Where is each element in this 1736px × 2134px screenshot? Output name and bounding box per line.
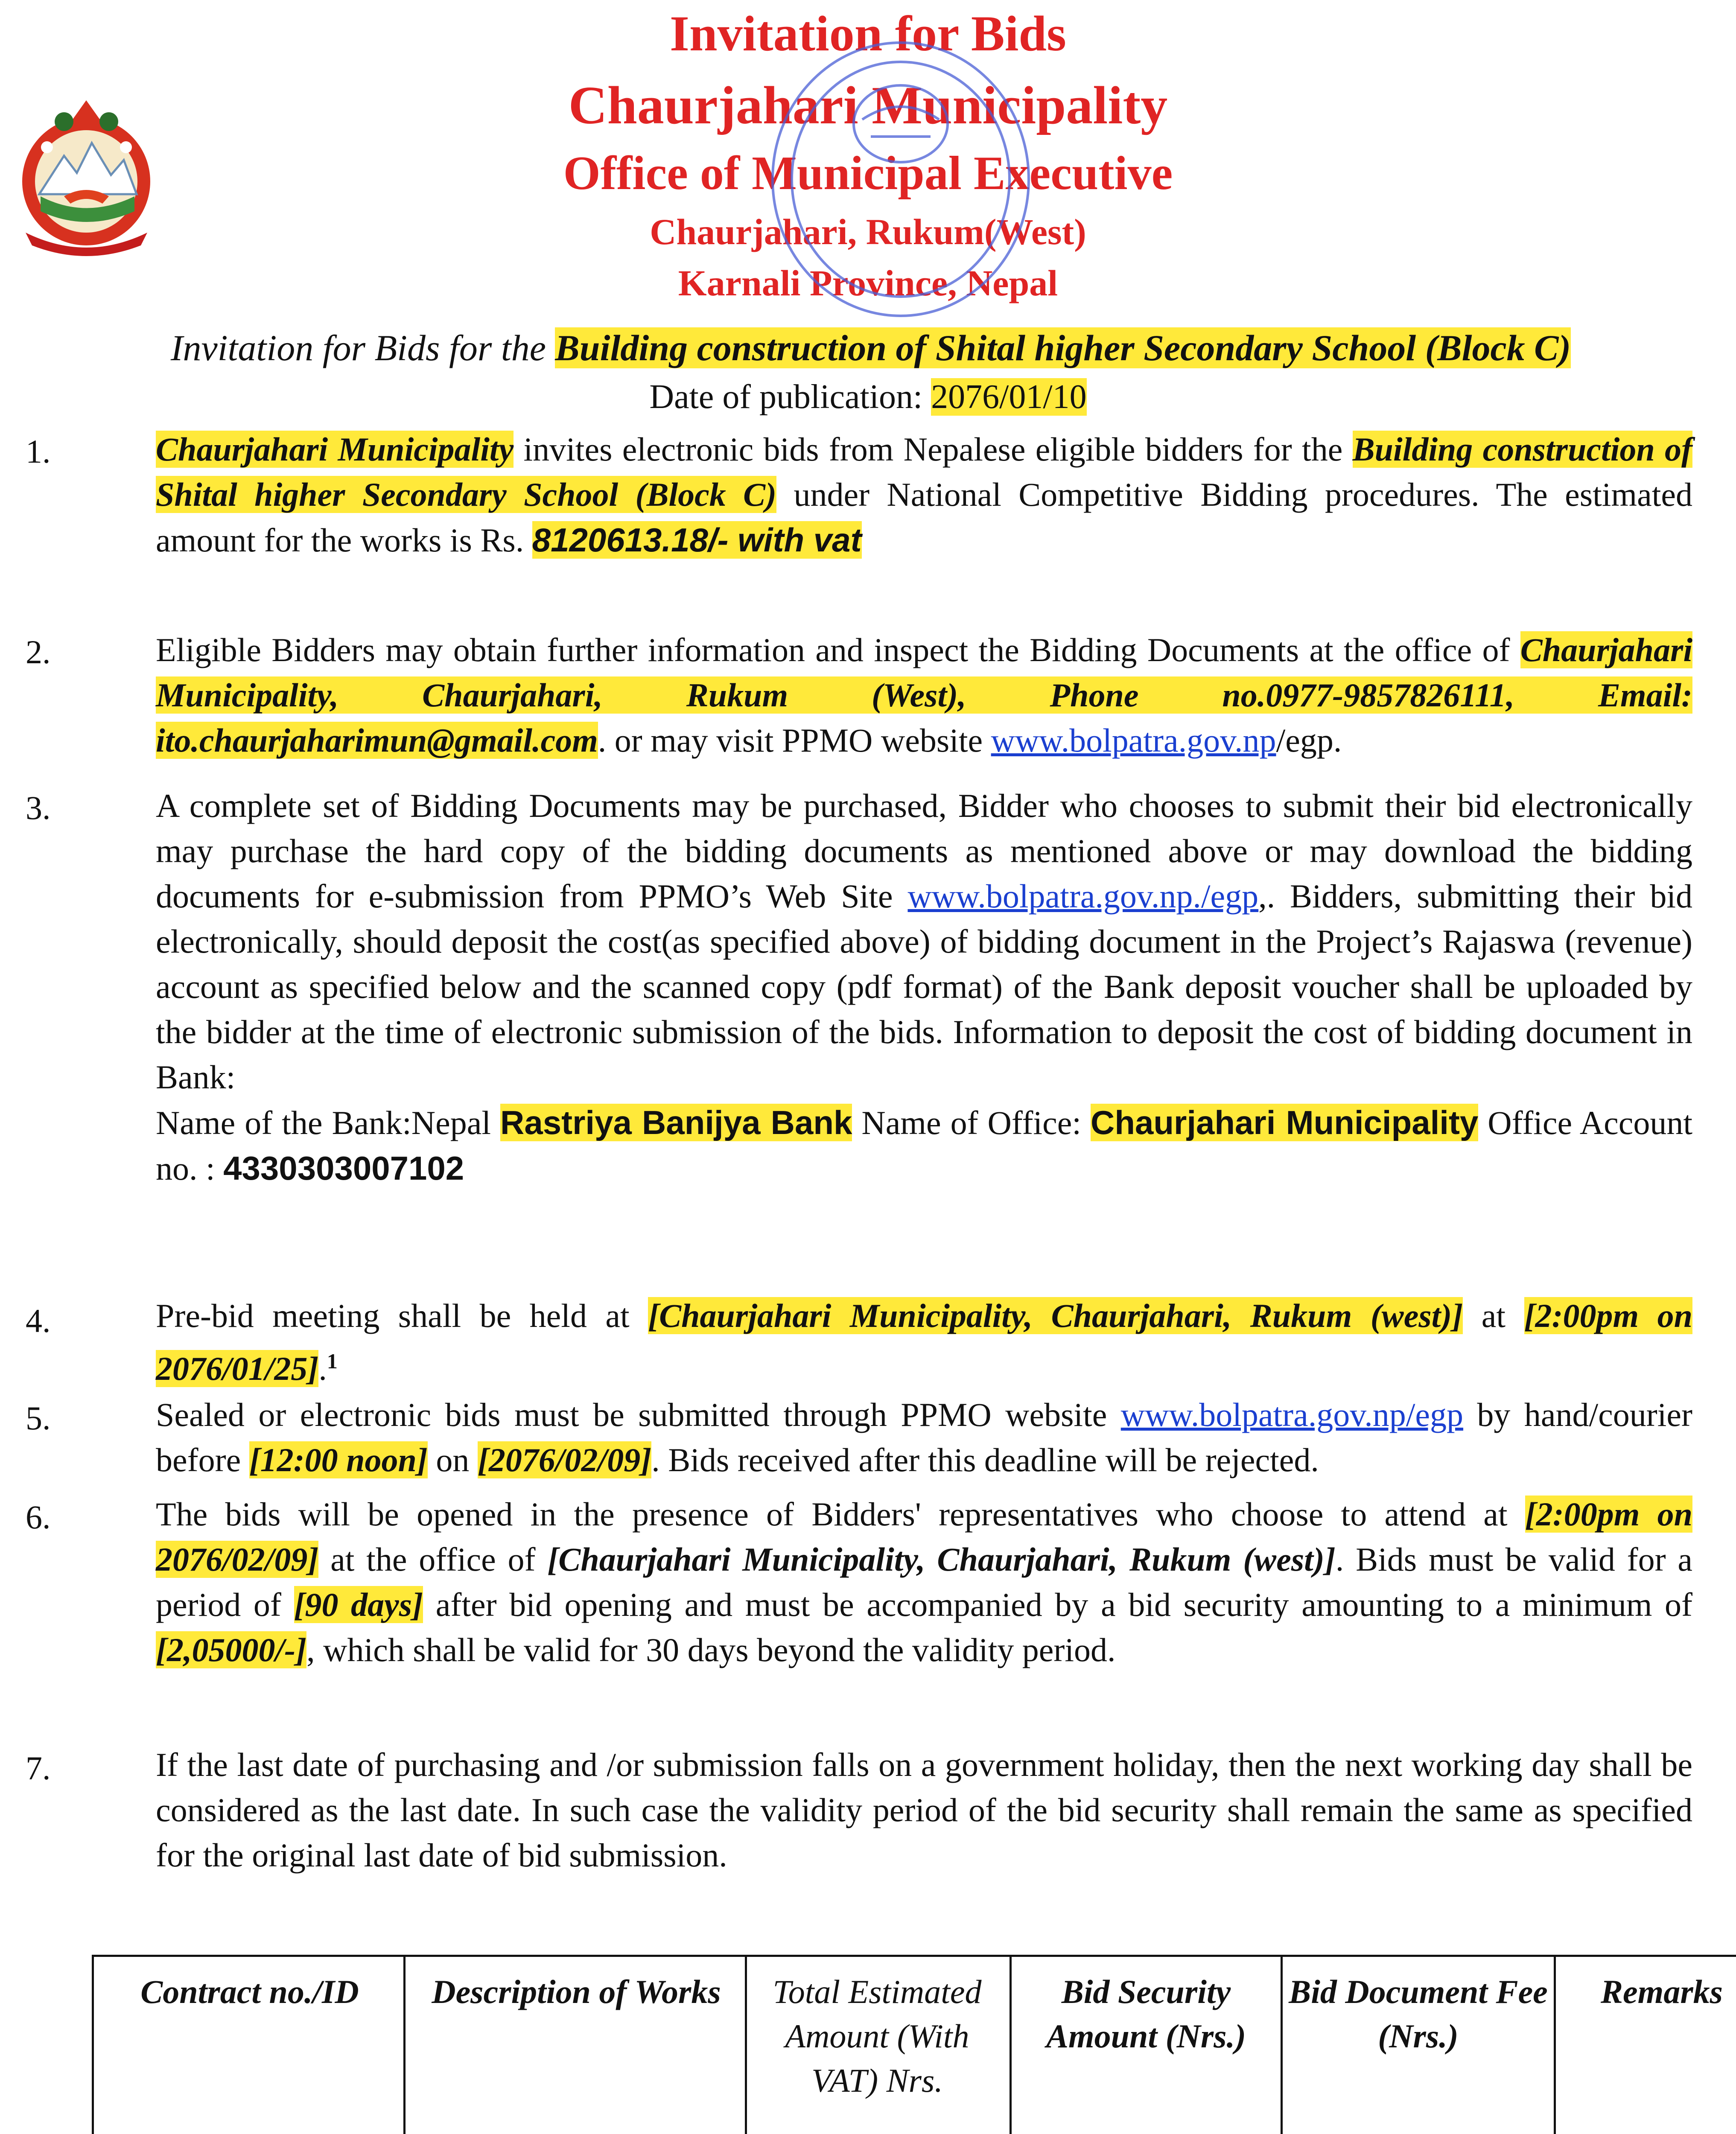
p1-text: invites electronic bids from Nepalese eligible bidders for the [514, 431, 1353, 468]
item-number-6: 6. [26, 1498, 51, 1536]
header-total-amount: Total Estimated Amount (With VAT) Nrs. [773, 1973, 982, 2099]
nepal-emblem-icon [13, 92, 160, 262]
p1-municipality: Chaurjahari Municipality [156, 431, 514, 468]
bid-subject [102, 324, 1639, 371]
p3-text: A complete set of Bidding Documents may be purchased, Bidder who chooses to submit their bid electronically may purchase the hard copy of the bidding documents as mentioned above or may download the bidding documents for e-submission from PPMO’s Web Site [156, 787, 1692, 915]
p5-text: Sealed or electronic bids must be submitted through PPMO website [156, 1396, 1121, 1433]
ppmo-egp-link[interactable]: www.bolpatra.gov.np./egp [907, 878, 1259, 915]
ppmo-website-link[interactable]: www.bolpatra.gov.np [991, 722, 1276, 759]
p2-text: Eligible Bidders may obtain further information and inspect the Bidding Documents at the office of [156, 631, 1520, 668]
office-address: Chaurjahari, Rukum(West) [650, 211, 1086, 252]
publication-date-line [0, 376, 1736, 418]
notice-title: Invitation for Bids [670, 6, 1066, 61]
office-name: Office of Municipal Executive [563, 147, 1173, 200]
item-number-5: 5. [26, 1399, 51, 1437]
paragraph-6 [156, 1492, 1692, 1673]
item-number-1: 1. [26, 433, 51, 470]
office-name-value: Chaurjahari Municipality [1090, 1104, 1479, 1141]
p6-text-3: . Bids must be valid for a period of [156, 1541, 1692, 1623]
bid-details-table [92, 1955, 1736, 2134]
office-label: Name of Office: [852, 1104, 1091, 1141]
publication-date: 2076/01/10 [931, 378, 1087, 416]
paragraph-4 [156, 1293, 1692, 1391]
paragraph-5 [156, 1392, 1692, 1483]
p5-text-3: on [427, 1441, 478, 1478]
item-number-3: 3. [26, 789, 51, 826]
bank-name: Rastriya Banijya Bank [500, 1104, 852, 1141]
municipality-name: Chaurjahari Municipality [568, 76, 1168, 135]
header-contract: Contract no./ID [140, 1973, 359, 2010]
p3-text-2: ,. Bidders, submitting their bid electronically, should deposit the cost(as specified above) of bidding document in the Project’s Rajaswa (revenue) account as specified below and the scanned copy (pdf format) of the Bank deposit voucher shall be uploaded by the bidder at the time of electronic submission of the bids. Information to deposit the cost of bidding document in Bank: [156, 878, 1692, 1096]
estimated-amount: 8120613.18/- with vat [532, 521, 862, 559]
p4-text-2: at [1463, 1297, 1524, 1334]
publication-label: Date of publication: [649, 378, 923, 416]
account-number: 4330303007102 [223, 1149, 464, 1187]
ppmo-egp-link-2[interactable]: www.bolpatra.gov.np/egp [1120, 1396, 1464, 1433]
subject-prefix: Invitation for Bids for the [170, 327, 546, 368]
paragraph-7: If the last date of purchasing and /or submission falls on a government holiday, then the next working day shall be considered as the last date. In such case the validity period of the bid security shall remain the same as specified for the original last date of bid submission. [156, 1746, 1692, 1874]
header-remarks: Remarks [1601, 1973, 1723, 2010]
item-number-2: 2. [26, 633, 51, 671]
p6-text-5: , which shall be valid for 30 days beyond the validity period. [306, 1631, 1116, 1668]
validity-period: [90 days] [294, 1586, 423, 1623]
p2-text-3: /egp. [1276, 722, 1342, 759]
contact-details: Chaurjahari Municipality, Chaurjahari, Rukum (West), Phone no.0977-9857826111, Email: ito.chaurjaharimun@gmail.com [156, 631, 1692, 759]
paragraph-1 [156, 427, 1692, 563]
p6-text-2: at the office of [318, 1541, 548, 1578]
p6-text: The bids will be opened in the presence of Bidders' representatives who choose to attend at [156, 1496, 1525, 1533]
deadline-date: [2076/02/09] [477, 1441, 652, 1478]
p1-project: Building construction of Shital higher Secondary School (Block C) [156, 431, 1692, 513]
province-name: Karnali Province, Nepal [678, 262, 1058, 303]
item-number-7: 7. [26, 1749, 51, 1787]
bank-label: Name of the Bank:Nepal [156, 1104, 501, 1141]
paragraph-3 [156, 783, 1692, 1191]
header-bid-security: Bid Security Amount (Nrs.) [1046, 1973, 1246, 2055]
item-number-4: 4. [26, 1302, 51, 1339]
table-header-row [94, 1957, 1736, 2134]
header-document-fee: Bid Document Fee (Nrs.) [1289, 1973, 1548, 2055]
p6-text-4: after bid opening and must be accompanied by a bid security amounting to a minimum of [423, 1586, 1693, 1623]
subject-project: Building construction of Shital higher Secondary School (Block C) [555, 327, 1571, 368]
p1-text-2: under National Competitive Bidding procedures. The estimated amount for the works is Rs. [156, 476, 1692, 559]
deadline-time: [12:00 noon] [249, 1441, 428, 1478]
account-label: Office Account no. : [156, 1104, 1693, 1187]
opening-venue: [Chaurjahari Municipality, Chaurjahari, Rukum (west)] [547, 1541, 1336, 1578]
p4-text: Pre-bid meeting shall be held at [156, 1297, 648, 1334]
p2-text-2: . or may visit PPMO website [598, 722, 991, 759]
prebid-time: [2:00pm on 2076/01/25] [156, 1297, 1692, 1387]
opening-time: [2:00pm on 2076/02/09] [156, 1496, 1693, 1578]
p4-text-3: . [318, 1350, 327, 1387]
footnote-mark: 1 [327, 1349, 338, 1373]
paragraph-2 [156, 627, 1692, 763]
bid-security-minimum: [2,05000/-] [156, 1631, 307, 1668]
prebid-venue: [Chaurjahari Municipality, Chaurjahari, Rukum (west)] [648, 1297, 1463, 1334]
p5-text-4: . Bids received after this deadline will be rejected. [651, 1441, 1319, 1478]
header-description: Description of Works [432, 1973, 721, 2010]
p5-text-2: by hand/courier before [156, 1396, 1692, 1478]
